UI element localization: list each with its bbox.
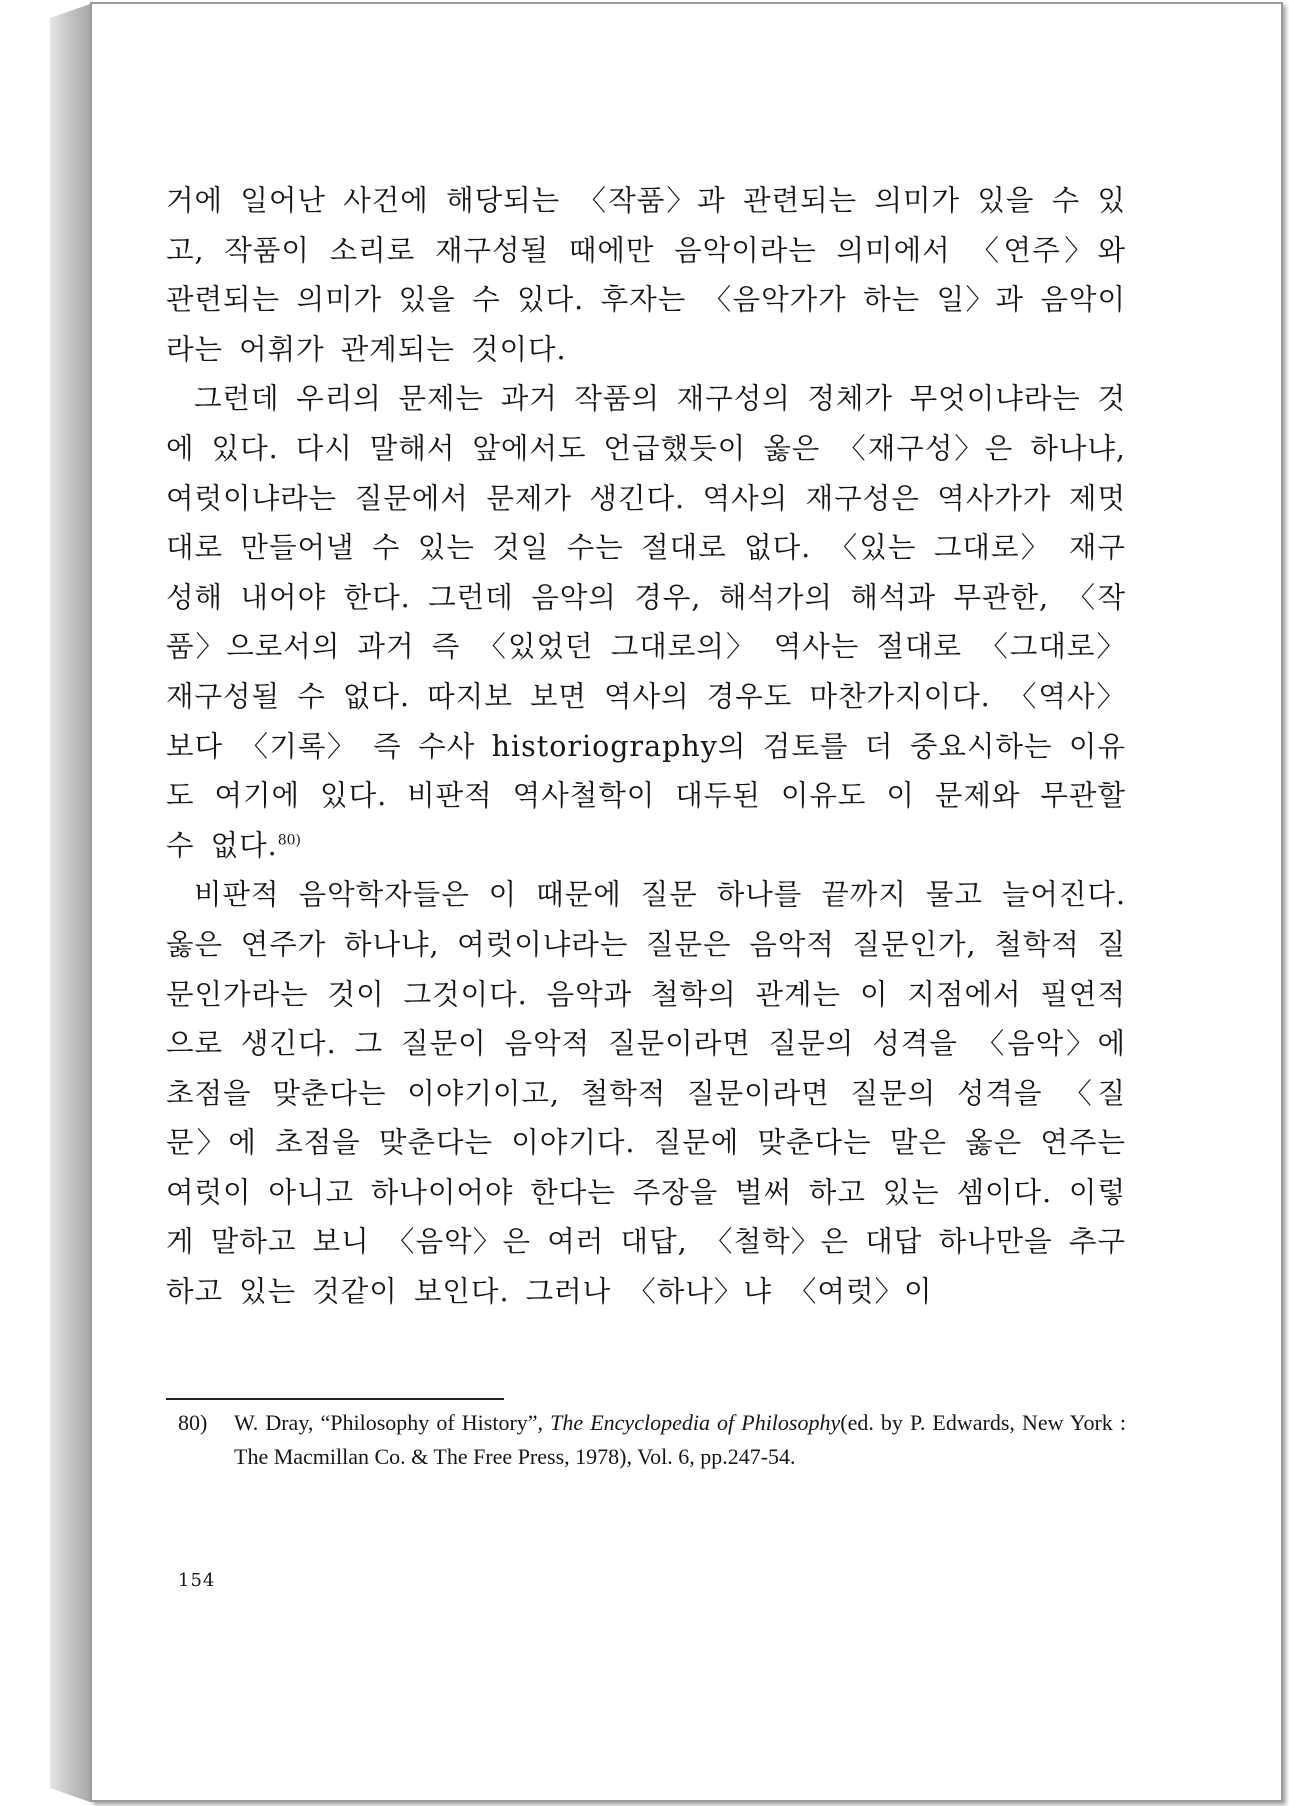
footnote-text [234, 1406, 1126, 1474]
paragraph-2-text: 그런데 우리의 문제는 과거 작품의 재구성의 정체가 무엇이냐라는 것에 있다. 다시 말해서 앞에서도 언급했듯이 옳은 〈재구성〉은 하나냐, 여럿이냐라는 질문에서 문제가 생긴다. 역사의 재구성은 역사가가 제멋대로 만들어낼 수 있는 것일 수는 절대로 없다. 〈있는 그대로〉 재구성해 내어야 한다. 그런데 음악의 경우, 해석가의 해석과 무관한, 〈작품〉으로서의 과거 즉 〈있었던 그대로의〉 역사는 절대로 〈그대로〉 재구성될 수 없다. 따지보 보면 역사의 경우도 마찬가지이다. 〈역사〉보다 〈기록〉 즉 수사 historiography의 검토를 더 중요시하는 이유도 여기에 있다. 비판적 역사철학이 대두된 이유도 이 문제와 무관할 수 없다. [166, 382, 1126, 862]
paragraph-1: 거에 일어난 사건에 해당되는 〈작품〉과 관련되는 의미가 있을 수 있고, 작품이 소리로 재구성될 때에만 음악이라는 의미에서 〈연주〉와 관련되는 의미가 있을 수 있다. 후자는 〈음악가가 하는 일〉과 음악이라는 어휘가 관계되는 것이다. [166, 184, 1126, 366]
footnote-details: (ed. by P. Edwards, New York : The Macmillan Co. & The Free Press, 1978), Vol. 6, pp.247-54. [234, 1410, 1127, 1469]
footnote-author: W. Dray, “Philosophy of History”, [234, 1410, 551, 1435]
body-text [166, 176, 1126, 1317]
paragraph-2 [166, 374, 1126, 870]
paragraph-3: 비판적 음악학자들은 이 때문에 질문 하나를 끝까지 물고 늘어진다. 옳은 연주가 하나냐, 여럿이냐라는 질문은 음악적 질문인가, 철학적 질문인가라는 것이 그것이다. 음악과 철학의 관계는 이 지점에서 필연적으로 생긴다. 그 질문이 음악적 질문이라면 질문의 성격을 〈음악〉에 초점을 맞춘다는 이야기이고, 철학적 질문이라면 질문의 성격을 〈질문〉에 초점을 맞춘다는 이야기다. 질문에 맞춘다는 말은 옳은 연주는 여럿이 아니고 하나이어야 한다는 주장을 벌써 하고 있는 셈이다. 이렇게 말하고 보니 〈음악〉은 여러 대답, 〈철학〉은 대답 하나만을 추구하고 있는 것같이 보인다. 그러나 〈하나〉냐 〈여럿〉이 [166, 878, 1126, 1309]
book-spine [50, 4, 90, 1802]
footnote-divider [166, 1398, 504, 1400]
footnote-number: 80) [178, 1410, 208, 1435]
footnote [178, 1406, 1126, 1474]
page-number: 154 [178, 1570, 216, 1591]
footnote-work-title: The Encyclopedia of Philosophy [550, 1410, 841, 1435]
footnote-reference[interactable]: 80) [277, 832, 301, 849]
